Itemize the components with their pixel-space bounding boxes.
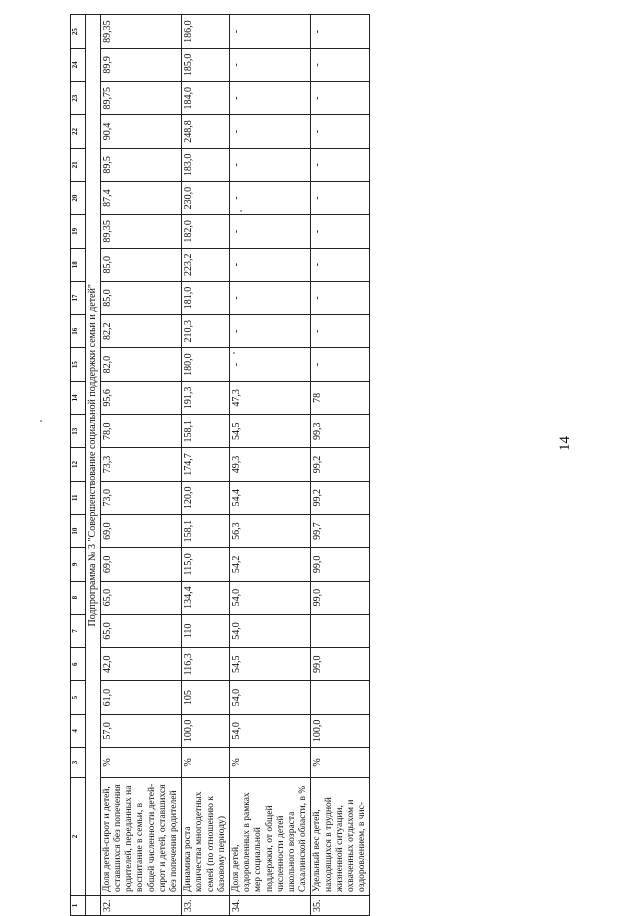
value-cell: - (230, 148, 311, 181)
indicator-name: Удельный вес детей, находящихся в трудной жизненной ситуации, охваченных отдыхом и оздоровлением, в чис- (311, 778, 370, 896)
value-cell: 248,8 (182, 115, 230, 148)
column-header: 11 (71, 481, 86, 514)
value-cell: 180,0 (182, 348, 230, 381)
indicator-name: Доля детей, оздоровленных в рамках мер социальной поддержки, от общей численности детей школьного возраста Сахалинской области, в % (230, 778, 311, 896)
value-cell: 54,5 (230, 648, 311, 681)
value-cell: - (311, 181, 370, 214)
column-header: 4 (71, 714, 86, 747)
column-header: 25 (71, 15, 86, 48)
value-cell: - (311, 15, 370, 48)
value-cell: 184,0 (182, 82, 230, 115)
value-cell: 134,4 (182, 581, 230, 614)
value-cell: 54,0 (230, 714, 311, 747)
value-cell: 230,0 (182, 181, 230, 214)
unit-cell: % (100, 748, 181, 778)
column-header: 14 (71, 381, 86, 414)
value-cell: 85,0 (100, 281, 181, 314)
value-cell: - (230, 215, 311, 248)
value-cell: 89,35 (100, 215, 181, 248)
value-cell: 120,0 (182, 481, 230, 514)
column-header: 20 (71, 181, 86, 214)
value-cell: 99,2 (311, 481, 370, 514)
value-cell: - (311, 215, 370, 248)
value-cell: - (230, 281, 311, 314)
value-cell: - (311, 115, 370, 148)
value-cell: 182,0 (182, 215, 230, 248)
value-cell: 56,3 (230, 514, 311, 547)
value-cell: 105 (182, 681, 230, 714)
value-cell: 87,4 (100, 181, 181, 214)
value-cell: 99,7 (311, 514, 370, 547)
table-row (230, 15, 311, 916)
column-header: 21 (71, 148, 86, 181)
value-cell: 54,4 (230, 481, 311, 514)
value-cell: 89,5 (100, 148, 181, 181)
subprogram-title: Подпрограмма № 3 "Совершенствование социальной поддержки семьи и детей" (86, 15, 101, 896)
column-header: 10 (71, 514, 86, 547)
table-row (100, 15, 181, 916)
value-cell: - (311, 281, 370, 314)
value-cell: 85,0 (100, 248, 181, 281)
column-header: 19 (71, 215, 86, 248)
column-header: 17 (71, 281, 86, 314)
table-row (182, 15, 230, 916)
value-cell: 78,0 (100, 415, 181, 448)
value-cell: 42,0 (100, 648, 181, 681)
value-cell: 54,5 (230, 415, 311, 448)
value-cell: 181,0 (182, 281, 230, 314)
row-index: 34. (230, 896, 311, 916)
value-cell: 89,9 (100, 48, 181, 81)
indicator-name: Доля детей-сирот и детей, оставшихся без попечения родителей, переданных на воспитание в семьи, в общей численности детей-сирот и детей, оставшихся без попечения родителей (100, 778, 181, 896)
indicator-name: Динамика роста количества многодетных семей (по отношению к базовому периоду) (182, 778, 230, 896)
value-cell: - (311, 315, 370, 348)
column-header: 22 (71, 115, 86, 148)
row-index: 35. (311, 896, 370, 916)
value-cell: 73,0 (100, 481, 181, 514)
value-cell: 223,2 (182, 248, 230, 281)
column-header: 1 (71, 896, 86, 916)
column-header: 13 (71, 415, 86, 448)
value-cell: 54,0 (230, 681, 311, 714)
column-header: 24 (71, 48, 86, 81)
value-cell: 100,0 (182, 714, 230, 747)
value-cell: 69,0 (100, 548, 181, 581)
value-cell: 90,4 (100, 115, 181, 148)
subprogram-row (86, 15, 101, 916)
value-cell: - (230, 48, 311, 81)
scan-speck (40, 420, 42, 422)
column-header: 23 (71, 82, 86, 115)
value-cell: 186,0 (182, 15, 230, 48)
indicator-table (70, 14, 370, 916)
value-cell: - (230, 15, 311, 48)
value-cell (311, 614, 370, 647)
value-cell: 69,0 (100, 514, 181, 547)
value-cell: - (311, 148, 370, 181)
value-cell: 65,0 (100, 581, 181, 614)
value-cell: - (230, 82, 311, 115)
value-cell: 99,0 (311, 581, 370, 614)
value-cell: - (311, 82, 370, 115)
value-cell: - (311, 248, 370, 281)
value-cell (311, 681, 370, 714)
table-row (311, 15, 370, 916)
value-cell: - (230, 315, 311, 348)
column-header: 18 (71, 248, 86, 281)
value-cell: 210,3 (182, 315, 230, 348)
column-header: 15 (71, 348, 86, 381)
column-number-row (71, 15, 86, 916)
column-header: 3 (71, 748, 86, 778)
column-header: 5 (71, 681, 86, 714)
row-index: 33. (182, 896, 230, 916)
value-cell: 99,2 (311, 448, 370, 481)
column-header: 8 (71, 581, 86, 614)
value-cell: 99,0 (311, 648, 370, 681)
column-header: 16 (71, 315, 86, 348)
value-cell: 54,2 (230, 548, 311, 581)
value-cell: 89,35 (100, 15, 181, 48)
value-cell: - (230, 248, 311, 281)
column-header: 7 (71, 614, 86, 647)
column-header: 2 (71, 778, 86, 896)
value-cell: 115,0 (182, 548, 230, 581)
value-cell: 89,75 (100, 82, 181, 115)
row-index: 32. (100, 896, 181, 916)
value-cell: 191,3 (182, 381, 230, 414)
value-cell: - (311, 348, 370, 381)
value-cell: 99,3 (311, 415, 370, 448)
value-cell: 54,0 (230, 581, 311, 614)
value-cell: 49,3 (230, 448, 311, 481)
value-cell: 82,2 (100, 315, 181, 348)
value-cell: 57,0 (100, 714, 181, 747)
value-cell: 95,6 (100, 381, 181, 414)
value-cell: 183,0 (182, 148, 230, 181)
rotated-table-container (70, 16, 610, 916)
value-cell: 110 (182, 614, 230, 647)
value-cell: 65,0 (100, 614, 181, 647)
unit-cell: % (230, 748, 311, 778)
scan-speck (233, 352, 235, 354)
unit-cell: % (182, 748, 230, 778)
value-cell: 174,7 (182, 448, 230, 481)
value-cell: 47,3 (230, 381, 311, 414)
value-cell: - (230, 348, 311, 381)
column-header: 12 (71, 448, 86, 481)
value-cell: 158,1 (182, 514, 230, 547)
unit-cell: % (311, 748, 370, 778)
value-cell: 100,0 (311, 714, 370, 747)
scan-speck (240, 210, 242, 212)
column-header: 9 (71, 548, 86, 581)
value-cell: 99,0 (311, 548, 370, 581)
column-header: 6 (71, 648, 86, 681)
value-cell: 73,3 (100, 448, 181, 481)
value-cell: 61,0 (100, 681, 181, 714)
value-cell: 185,0 (182, 48, 230, 81)
value-cell: 82,0 (100, 348, 181, 381)
value-cell: 54,0 (230, 614, 311, 647)
value-cell: - (311, 48, 370, 81)
value-cell: - (230, 181, 311, 214)
value-cell: 158,1 (182, 415, 230, 448)
page-number: 14 (557, 436, 573, 451)
value-cell: 116,3 (182, 648, 230, 681)
value-cell: - (230, 115, 311, 148)
value-cell: 78 (311, 381, 370, 414)
